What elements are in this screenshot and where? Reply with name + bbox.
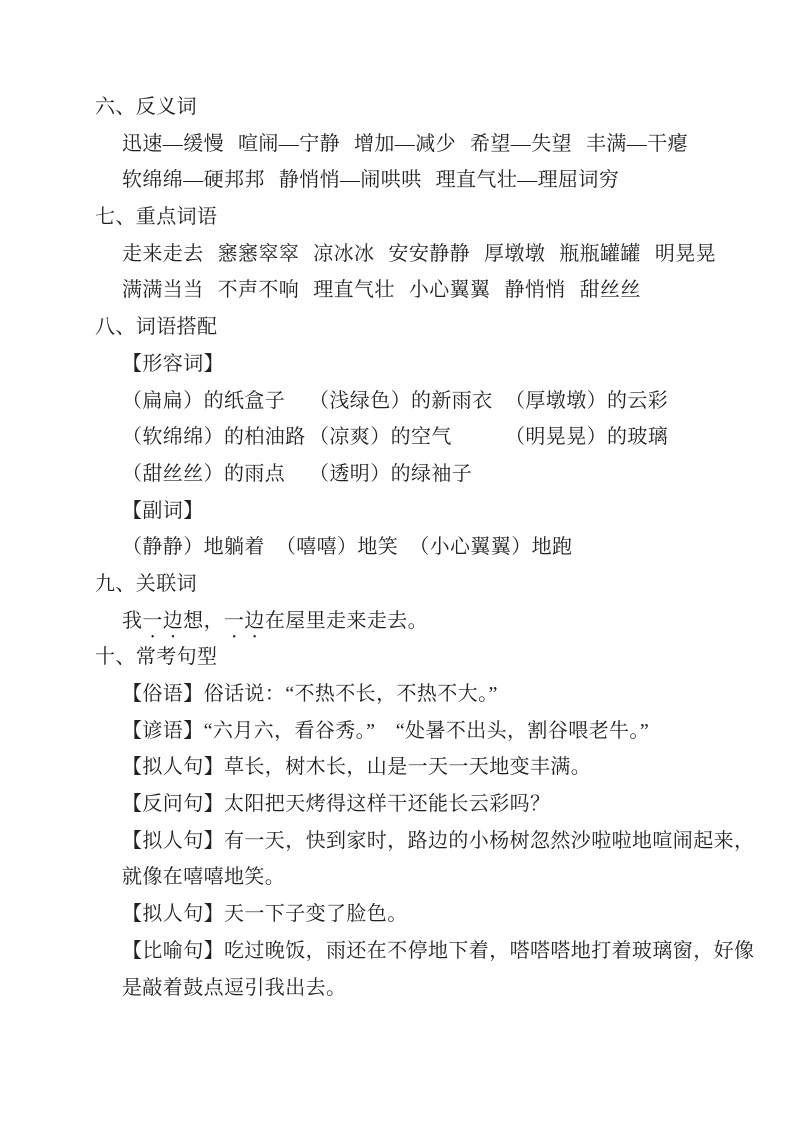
- key-word: 静悄悄: [504, 279, 566, 302]
- collocation-item: （嘻嘻）地笑: [275, 536, 399, 559]
- sentence-line-suyu: 【俗语】俗话说：“不热不长，不热不大。”: [122, 683, 498, 705]
- key-word: 安安静静: [388, 242, 471, 265]
- antonym-pair: 迅速—缓慢: [122, 132, 224, 155]
- adjective-collocation-row: [122, 456, 767, 493]
- sentence-line-yanyu: 【谚语】“六月六，看谷秀。” “处暑不出头，割谷喂老牛。”: [122, 719, 650, 742]
- collocation-item: （透明）的绿袖子: [309, 462, 473, 485]
- key-word: 不声不响: [217, 279, 300, 302]
- section-title-antonyms: 六、反义词: [95, 96, 197, 118]
- collocation-item: （明晃晃）的玻璃: [505, 426, 669, 449]
- adjective-collocation-row: [122, 419, 767, 456]
- key-word: 小心翼翼: [408, 279, 491, 302]
- key-word: 甜丝丝: [579, 279, 641, 302]
- collocation-item: （凉爽）的空气: [309, 426, 452, 449]
- adverb-label: 【副词】: [122, 499, 204, 522]
- sentence-segment: 想，: [183, 609, 225, 632]
- key-word: 厚墩墩: [484, 242, 546, 265]
- collocation-item: （小心翼翼）地跑: [409, 536, 573, 559]
- adjective-label: 【形容词】: [122, 352, 224, 375]
- sentence-line-nirenju-2: 【拟人句】有一天，快到家时，路边的小杨树忽然沙啦啦地喧闹起来，: [122, 829, 755, 852]
- emphasized-segment: 一边: [142, 609, 184, 632]
- section-title-word-collocation: 八、词语搭配: [95, 316, 218, 339]
- antonym-pair: 静悄悄—闹哄哄: [278, 169, 422, 192]
- key-word: 窸窸窣窣: [217, 242, 300, 265]
- sentence-line-nirenju-2-wrap: 就像在嘻嘻地笑。: [122, 866, 286, 889]
- collocation-item: （浅绿色）的新雨衣: [309, 389, 493, 412]
- document-content: [95, 89, 767, 1006]
- antonym-row: [122, 126, 767, 163]
- sentence-line-nirenju-3: 【拟人句】天一下子变了脸色。: [122, 903, 408, 926]
- collocation-item: （软绵绵）的柏油路: [122, 426, 306, 449]
- key-word: 瓶瓶罐罐: [559, 242, 641, 265]
- collocation-item: （厚墩墩）的云彩: [505, 389, 669, 412]
- antonym-pair: 喧闹—宁静: [238, 132, 340, 155]
- sentence-line-biyuju: 【比喻句】吃过晚饭，雨还在不停地下着，嗒嗒嗒地打着玻璃窗，好像: [122, 939, 755, 962]
- antonym-pair: 丰满—干瘪: [586, 132, 688, 155]
- sentence-line-nirenju-1: 【拟人句】草长，树木长，山是一天一天地变丰满。: [122, 756, 592, 779]
- key-word: 凉冰冰: [313, 242, 375, 265]
- sentence-segment: 在屋里走来走去。: [264, 609, 429, 632]
- section-title-conjunctions: 九、关联词: [95, 572, 197, 595]
- sentence-segment: 我: [122, 609, 143, 632]
- conjunction-example-sentence: [122, 603, 767, 640]
- adverb-collocation-row: [122, 529, 767, 566]
- emphasized-segment: 一边: [224, 609, 265, 632]
- antonym-row: [122, 162, 767, 199]
- key-word-row: [122, 236, 767, 273]
- key-word: 满满当当: [122, 279, 204, 302]
- antonym-pair: 增加—减少: [354, 132, 456, 155]
- section-title-sentence-patterns: 十、常考句型: [95, 646, 218, 669]
- section-title-key-words: 七、重点词语: [95, 206, 218, 229]
- antonym-pair: 软绵绵—硬邦邦: [122, 169, 265, 192]
- collocation-item: （甜丝丝）的雨点: [122, 462, 286, 485]
- key-word-row: [122, 272, 767, 309]
- collocation-item: （静静）地躺着: [122, 536, 265, 559]
- adjective-collocation-row: [122, 383, 767, 420]
- key-word: 理直气壮: [313, 279, 395, 302]
- sentence-line-biyuju-wrap: 是敲着鼓点逗引我出去。: [122, 976, 347, 999]
- antonym-pair: 希望—失望: [470, 132, 572, 155]
- sentence-line-fanwenju: 【反问句】太阳把天烤得这样干还能长云彩吗？: [122, 793, 551, 816]
- key-word: 明晃晃: [654, 242, 717, 265]
- key-word: 走来走去: [122, 242, 204, 265]
- collocation-item: （扁扁）的纸盒子: [122, 389, 286, 412]
- antonym-pair: 理直气壮—理屈词穷: [435, 169, 620, 192]
